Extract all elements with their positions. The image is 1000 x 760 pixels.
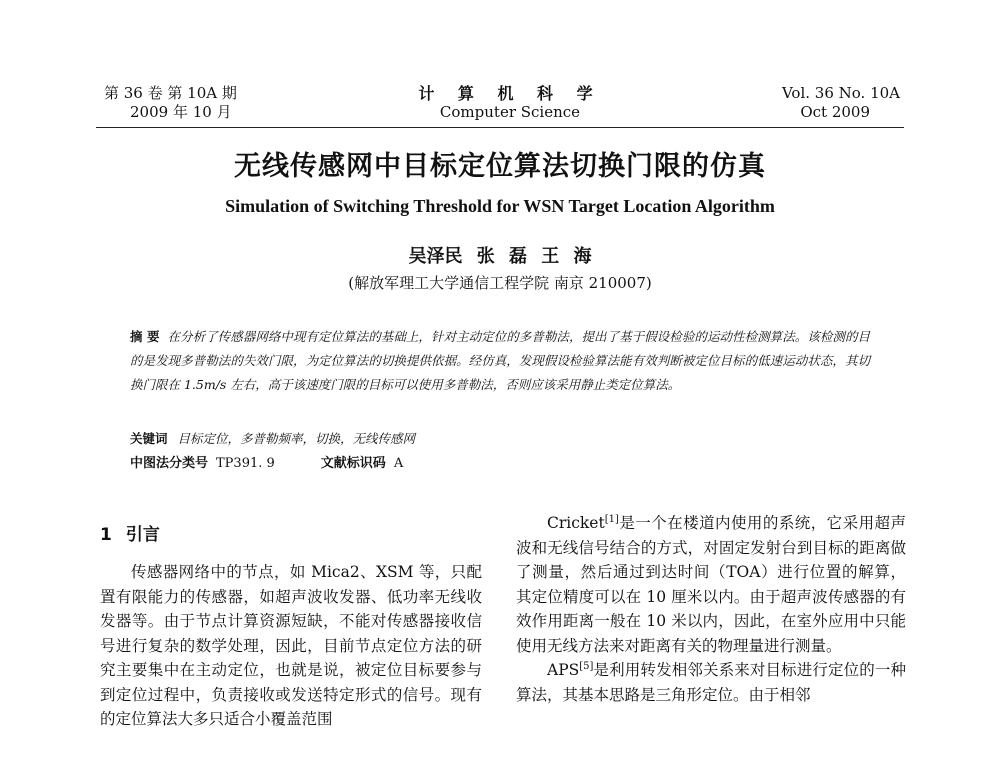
section-heading xyxy=(100,522,482,548)
volume-issue: 第 36 卷 第 10A 期 xyxy=(104,84,237,102)
clc-label: 中图法分类号 xyxy=(130,456,209,471)
paragraph-text: 是一个在楼道内使用的系统，它采用超声波和无线信号结合的方式，对固定发射台到目标的距离做了测量，然后通过到达时间（TOA）进行位置的解算，其定位精度可以在 10 厘米以内。由于超声波传感器的有效作用距离一般在 10 米以内，因此，在室外应用中只能使用无线方法来对距离有关的物理量进行测量。 xyxy=(516,514,906,655)
clc-value: TP391. 9 xyxy=(216,456,275,471)
keywords-text: 目标定位，多普勒频率，切换，无线传感网 xyxy=(177,431,416,446)
keywords-label: 关键词 xyxy=(130,431,168,446)
journal-volume-en xyxy=(700,84,900,122)
volume-number-en: Vol. 36 No. 10A xyxy=(781,84,900,102)
citation-ref: [1] xyxy=(604,513,619,525)
paper-title-cn: 无线传感网中目标定位算法切换门限的仿真 xyxy=(234,151,766,182)
header-rule xyxy=(96,127,904,128)
journal-name xyxy=(372,84,648,122)
right-column xyxy=(516,511,906,707)
abstract-label: 摘 要 xyxy=(130,329,160,344)
body-paragraph-aps xyxy=(516,658,906,707)
paragraph-text: 是利用转发相邻关系来对目标进行定位的一种算法，其基本思路是三角形定位。由于相邻 xyxy=(516,661,906,704)
affiliation: (解放军理工大学通信工程学院 南京 210007) xyxy=(348,274,652,292)
classification-block xyxy=(130,452,870,476)
author-list: 吴泽民 张 磊 王 海 xyxy=(408,246,592,267)
citation-ref: [5] xyxy=(579,660,594,672)
system-name-aps: APS xyxy=(547,661,580,679)
left-column xyxy=(100,522,482,732)
body-paragraph-cricket xyxy=(516,511,906,658)
keywords-block xyxy=(130,427,870,451)
journal-name-cn: 计 算 机 科 学 xyxy=(418,84,602,103)
doc-code-label: 文献标识码 xyxy=(320,456,386,471)
abstract-text: 在分析了传感器网络中现有定位算法的基础上，针对主动定位的多普勒法，提出了基于假设检验的运动性检测算法。该检测的目的是发现多普勒法的失效门限，为定位算法的切换提供依据。经仿真，发现假设检验算法能有效判断被定位目标的低速运动状态，其切换门限在 1.5m/s 左右，高于该速度门限的目标可以使用多普勒法，否则应该采用静止类定位算法。 xyxy=(130,329,870,392)
journal-name-en: Computer Science xyxy=(439,103,581,121)
abstract-block xyxy=(130,325,870,397)
section-number: 1 xyxy=(100,525,112,545)
doc-code-value: A xyxy=(393,456,404,471)
section-title: 引言 xyxy=(125,525,160,545)
issue-date-en: Oct 2009 xyxy=(800,103,870,121)
journal-issue-info xyxy=(104,84,324,122)
paper-title-en: Simulation of Switching Threshold for WSN Target Location Algorithm xyxy=(225,196,775,216)
body-paragraph: 传感器网络中的节点，如 Mica2、XSM 等，只配置有限能力的传感器，如超声波收发器、低功率无线收发器等。由于节点计算资源短缺，不能对传感器接收信号进行复杂的数学处理，因此，目前节点定位方法的研究主要集中在主动定位，也就是说，被定位目标要参与到定位过程中，负责接收或发送特定形式的信号。现有的定位算法大多只适合小覆盖范围 xyxy=(100,563,482,728)
issue-date-cn: 2009 年 10 月 xyxy=(130,103,232,121)
system-name-cricket: Cricket xyxy=(547,514,605,532)
